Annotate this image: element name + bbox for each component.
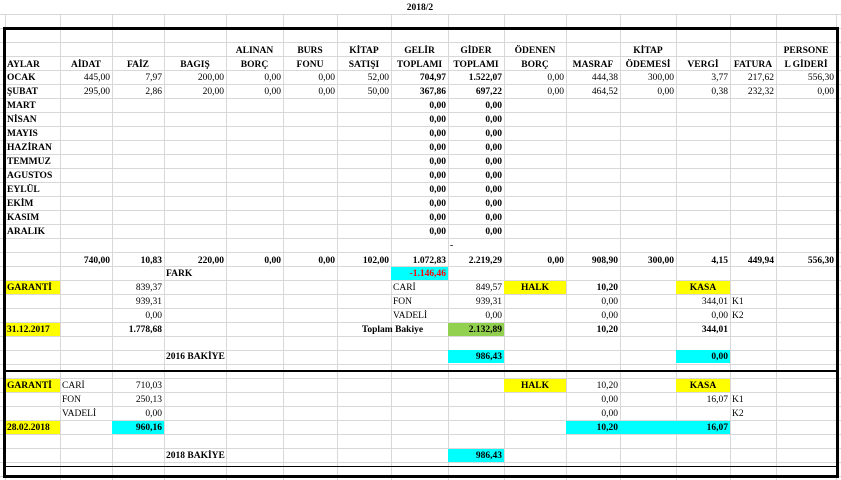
grid-row-line [0, 294, 841, 295]
grid-row-line [0, 308, 841, 309]
garanti-label[interactable]: GARANTİ [7, 283, 52, 293]
account-label[interactable]: FON [62, 395, 82, 405]
month-value[interactable]: 0,00 [429, 227, 446, 237]
month-value[interactable]: 704,97 [419, 73, 446, 83]
column-header-top[interactable]: BURS [297, 46, 323, 56]
halk-value[interactable]: 10,20 [596, 381, 618, 391]
dash-marker[interactable]: - [450, 241, 454, 251]
halk-label[interactable]: HALK [521, 381, 549, 391]
column-header[interactable]: FONU [296, 60, 324, 70]
account-label[interactable]: VADELİ [393, 311, 428, 321]
sheet-title: 2018/2 [406, 3, 434, 13]
month-value[interactable]: 0,00 [547, 73, 564, 83]
column-header[interactable]: ÖDEMESİ [625, 60, 671, 70]
grid-row-line [0, 392, 841, 393]
halk-value[interactable]: 0,00 [601, 297, 618, 307]
total-value[interactable]: 220,00 [197, 256, 224, 266]
month-value[interactable]: 464,52 [591, 87, 618, 97]
column-header-top[interactable]: KİTAP [349, 46, 379, 56]
kasa-sub-label[interactable]: K1 [732, 395, 744, 405]
grid-row-line [0, 462, 841, 463]
account-value[interactable]: 0,00 [485, 311, 502, 321]
month-value[interactable]: 0,00 [264, 73, 281, 83]
border-right [836, 27, 839, 478]
column-header[interactable]: AİDAT [71, 60, 101, 70]
column-header-top[interactable]: GELİR [404, 46, 435, 56]
halk-total[interactable]: 10,20 [596, 423, 618, 433]
month-value[interactable]: 2,86 [145, 87, 162, 97]
total-value[interactable]: 0,00 [547, 256, 564, 266]
column-header[interactable]: BORÇ [240, 60, 269, 70]
month-value[interactable]: 0,00 [429, 185, 446, 195]
month-value[interactable]: 0,00 [318, 73, 335, 83]
toplam-bakiye-label[interactable]: Toplam Bakiye [361, 325, 424, 335]
month-value[interactable]: 52,00 [367, 73, 389, 83]
garanti-total[interactable]: 1.778,68 [128, 325, 162, 335]
column-header-top[interactable]: GİDER [460, 46, 492, 56]
total-value[interactable]: 102,00 [362, 256, 389, 266]
grid-row-line [0, 196, 841, 197]
month-value[interactable]: 556,30 [807, 73, 834, 83]
garanti-value[interactable]: 250,13 [135, 395, 162, 405]
month-value[interactable]: 0,00 [485, 115, 502, 125]
total-value[interactable]: 449,94 [747, 256, 774, 266]
month-name[interactable]: EKİM [7, 199, 34, 209]
column-header-top[interactable]: KİTAP [633, 46, 663, 56]
month-name[interactable]: HAZİRAN [7, 143, 52, 153]
kasa-value[interactable]: 16,07 [706, 395, 728, 405]
month-value[interactable]: 232,32 [747, 87, 774, 97]
grid-row-line [0, 224, 841, 225]
column-header[interactable]: AYLAR [7, 60, 40, 70]
month-value[interactable]: 0,00 [485, 129, 502, 139]
separator-2 [3, 466, 839, 467]
total-value[interactable]: 0,00 [318, 256, 335, 266]
month-name[interactable]: EYLÜL [7, 185, 40, 195]
garanti-value[interactable]: 839,37 [135, 283, 162, 293]
column-header[interactable]: MASRAF [572, 60, 614, 70]
month-value[interactable]: 0,00 [485, 101, 502, 111]
kasa-sub-label[interactable]: K2 [732, 311, 744, 321]
column-header[interactable]: SATIŞI [348, 60, 380, 70]
grid-row-line [0, 140, 841, 141]
month-value[interactable]: 367,86 [419, 87, 446, 97]
month-value[interactable]: 1.522,07 [468, 73, 502, 83]
month-value[interactable]: 697,22 [475, 87, 502, 97]
month-value[interactable]: 20,00 [202, 87, 224, 97]
kasa-value[interactable]: 344,01 [701, 297, 728, 307]
month-name[interactable]: AGUSTOS [7, 171, 53, 181]
month-name[interactable]: ARALIK [7, 227, 46, 237]
halk-value[interactable]: 0,00 [601, 395, 618, 405]
column-header-top[interactable]: ÖDENEN [514, 46, 556, 56]
month-value[interactable]: 0,00 [429, 157, 446, 167]
month-value[interactable]: 0,38 [711, 87, 728, 97]
month-value[interactable]: 0,00 [485, 143, 502, 153]
month-value[interactable]: 50,00 [367, 87, 389, 97]
month-value[interactable]: 217,62 [747, 73, 774, 83]
account-label[interactable]: VADELİ [62, 409, 97, 419]
month-value[interactable]: 0,00 [429, 171, 446, 181]
month-value[interactable]: 200,00 [197, 73, 224, 83]
account-label[interactable]: CARİ [393, 283, 416, 293]
month-value[interactable]: 0,00 [485, 199, 502, 209]
month-value[interactable]: 0,00 [429, 143, 446, 153]
month-value[interactable]: 300,00 [647, 73, 674, 83]
halk-label[interactable]: HALK [521, 283, 549, 293]
grid-row-line [0, 364, 841, 365]
column-header-top[interactable]: PERSONE [783, 46, 829, 56]
grid-row-line [0, 98, 841, 99]
halk-value[interactable]: 0,00 [601, 311, 618, 321]
garanti-value[interactable]: 939,31 [135, 297, 162, 307]
column-header[interactable]: VERGİ [687, 60, 719, 70]
garanti-label[interactable]: GARANTİ [7, 381, 52, 391]
month-value[interactable]: 295,00 [83, 87, 110, 97]
grid-row-line [0, 336, 841, 337]
kasa-total[interactable]: 16,07 [706, 423, 728, 433]
month-value[interactable]: 0,00 [485, 227, 502, 237]
grid-row-line [0, 448, 841, 449]
total-value[interactable]: 4,15 [711, 256, 728, 266]
halk-value[interactable]: 10,20 [596, 283, 618, 293]
month-value[interactable]: 0,00 [485, 171, 502, 181]
grid-row-line [0, 168, 841, 169]
kasa-sub-label[interactable]: K2 [732, 409, 744, 419]
account-label[interactable]: CARİ [62, 381, 85, 391]
column-header[interactable]: BAGIŞ [180, 60, 210, 70]
month-value[interactable]: 0,00 [318, 87, 335, 97]
column-header[interactable]: FAİZ [127, 60, 149, 70]
kasa-label[interactable]: KASA [689, 381, 717, 391]
account-value[interactable]: 849,57 [475, 283, 502, 293]
kasa-label[interactable]: KASA [689, 283, 717, 293]
bakiye-2016-value[interactable]: 986,43 [475, 352, 502, 362]
total-value[interactable]: 740,00 [83, 256, 110, 266]
total-value[interactable]: 908,90 [591, 256, 618, 266]
grid-row-line [0, 238, 841, 239]
kasa-value[interactable]: 0,00 [711, 311, 728, 321]
total-value[interactable]: 556,30 [807, 256, 834, 266]
bakiye-2018-value[interactable]: 986,43 [475, 451, 502, 461]
account-value[interactable]: 939,31 [475, 297, 502, 307]
bakiye-2018-label[interactable]: 2018 BAKİYE [166, 451, 225, 461]
grid-row-line [0, 126, 841, 127]
month-value[interactable]: 445,00 [83, 73, 110, 83]
total-value[interactable]: 10,83 [140, 256, 162, 266]
month-value[interactable]: 0,00 [657, 87, 674, 97]
month-name[interactable]: MART [7, 101, 36, 111]
grid-row-line [0, 42, 841, 43]
month-name[interactable]: NİSAN [7, 115, 37, 125]
garanti-value[interactable]: 0,00 [145, 409, 162, 419]
separator-1 [3, 370, 839, 372]
fark-label[interactable]: FARK [166, 269, 193, 279]
total-value[interactable]: 300,00 [647, 256, 674, 266]
halk-total[interactable]: 10,20 [596, 325, 618, 335]
grid-row-line [0, 84, 841, 85]
total-value[interactable]: 1.072,83 [412, 256, 446, 266]
grid-row-line [0, 154, 841, 155]
grid-row-line [0, 252, 841, 253]
month-value[interactable]: 0,00 [547, 87, 564, 97]
month-value[interactable]: 0,00 [429, 199, 446, 209]
toplam-bakiye-value[interactable]: 2.132,89 [468, 325, 502, 335]
total-value[interactable]: 2.219,29 [468, 256, 502, 266]
month-value[interactable]: 0,00 [485, 213, 502, 223]
month-name[interactable]: KASIM [7, 213, 40, 223]
month-value[interactable]: 0,00 [817, 87, 834, 97]
month-value[interactable]: 0,00 [264, 87, 281, 97]
border-top [3, 27, 839, 30]
total-value[interactable]: 0,00 [264, 256, 281, 266]
fark-value[interactable]: -1.146,46 [409, 269, 446, 279]
halk-value[interactable]: 0,00 [601, 409, 618, 419]
bakiye-2016-label[interactable]: 2016 BAKİYE [166, 352, 225, 362]
column-header[interactable]: L GİDERİ [784, 60, 828, 70]
column-header[interactable]: BORÇ [521, 60, 549, 70]
month-name[interactable]: MAYIS [7, 129, 38, 139]
account-label[interactable]: FON [393, 297, 413, 307]
grid-row-line [0, 322, 841, 323]
kasa-sub-label[interactable]: K1 [732, 297, 744, 307]
month-value[interactable]: 0,00 [429, 115, 446, 125]
month-value[interactable]: 3,77 [711, 73, 728, 83]
border-bottom [3, 475, 839, 478]
grid-row-line [0, 14, 841, 15]
column-header[interactable]: TOPLAMI [453, 60, 499, 70]
grid-row-line [0, 112, 841, 113]
grid-row-line [0, 434, 841, 435]
month-name[interactable]: ŞUBAT [7, 87, 38, 97]
kasa-total[interactable]: 344,01 [701, 325, 728, 335]
month-value[interactable]: 0,00 [429, 213, 446, 223]
date-label[interactable]: 28.02.2018 [7, 423, 50, 433]
month-value[interactable]: 444,38 [591, 73, 618, 83]
month-value[interactable]: 7,97 [145, 73, 162, 83]
grid-row-line [0, 406, 841, 407]
kasa-2016-value[interactable]: 0,00 [711, 352, 728, 362]
garanti-value[interactable]: 0,00 [145, 311, 162, 321]
month-name[interactable]: OCAK [7, 73, 36, 83]
grid-row-line [0, 210, 841, 211]
date-label[interactable]: 31.12.2017 [7, 325, 50, 335]
garanti-value[interactable]: 710,03 [135, 381, 162, 391]
border-left [3, 27, 6, 478]
month-value[interactable]: 0,00 [429, 101, 446, 111]
month-value[interactable]: 0,00 [485, 157, 502, 167]
grid-row-line [0, 182, 841, 183]
column-header-top[interactable]: ALINAN [235, 46, 274, 56]
garanti-total[interactable]: 960,16 [135, 423, 162, 433]
month-value[interactable]: 0,00 [429, 129, 446, 139]
column-header[interactable]: TOPLAMI [396, 60, 443, 70]
column-header[interactable]: FATURA [733, 60, 773, 70]
month-value[interactable]: 0,00 [485, 185, 502, 195]
month-name[interactable]: TEMMUZ [7, 157, 51, 167]
